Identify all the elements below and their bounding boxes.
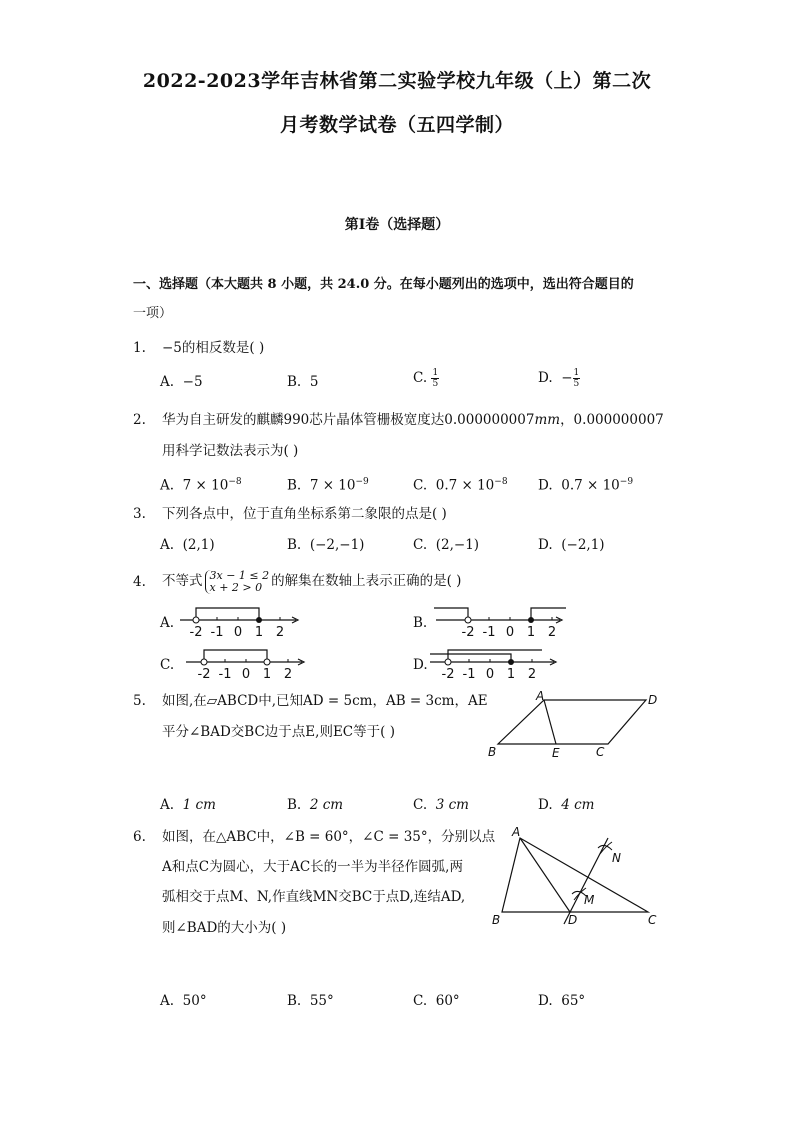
svg-text:-2: -2 <box>189 625 203 640</box>
triangle-abc <box>502 838 648 912</box>
svg-text:-2: -2 <box>197 667 211 682</box>
question-5-stem-line2: 平分∠BAD交BC边于点E,则EC等于( ) <box>162 724 395 740</box>
question-6-stem-line4: 则∠BAD的大小为( ) <box>162 920 287 936</box>
instruction-line2: 一项） <box>133 306 173 321</box>
q1-option-b[interactable]: B. 5 <box>287 374 319 390</box>
exam-title-line2: 月考数学试卷（五四学制） <box>279 114 514 136</box>
q2-option-d[interactable]: D. $0.7 \times 10^{-9}$ <box>538 477 634 494</box>
svg-text:2: 2 <box>527 667 537 682</box>
number-line-c[interactable] <box>182 642 312 682</box>
question-4-number: 4. <box>133 574 146 590</box>
svg-text:2: 2 <box>275 625 285 640</box>
label-b: B <box>492 913 501 927</box>
q2-option-b[interactable]: B. $7 \times 10^{-9}$ <box>287 477 369 494</box>
question-4-stem: 不等式 3x − 1 ≤ 2 x + 2 > 0 的解集在数轴上表示正确的是( ) <box>162 568 462 594</box>
q1-option-c[interactable]: C. $\frac{1}{5}$ <box>413 368 439 389</box>
number-line-a[interactable] <box>176 600 306 640</box>
q5-option-c[interactable]: C. 3 cm <box>413 797 469 813</box>
q1-option-a[interactable]: A. −5 <box>160 374 203 390</box>
number-line-b[interactable] <box>432 600 572 640</box>
question-6-stem-line1: 如图，在△ABC中，∠B = 60°，∠C = 35°，分别以点 <box>162 829 496 845</box>
svg-text:0: 0 <box>233 625 243 640</box>
svg-text:-1: -1 <box>482 625 496 640</box>
q3-option-c[interactable]: C. (2,−1) <box>413 537 480 553</box>
q3-option-a[interactable]: A. (2,1) <box>160 537 215 553</box>
svg-text:1: 1 <box>254 625 264 640</box>
label-a: A <box>536 689 545 703</box>
label-n: N <box>612 851 621 865</box>
q6-option-c[interactable]: C. 60° <box>413 993 460 1009</box>
question-5-number: 5. <box>133 693 146 709</box>
q6-option-b[interactable]: B. 55° <box>287 993 334 1009</box>
question-3-number: 3. <box>133 506 146 522</box>
label-b: B <box>488 745 497 759</box>
q3-option-d[interactable]: D. (−2,1) <box>538 537 605 553</box>
line-mn <box>564 838 608 924</box>
question-2-stem-line2: 用科学记数法表示为( ) <box>162 443 299 459</box>
question-6-number: 6. <box>133 829 146 845</box>
question-1-number: 1. <box>133 340 146 356</box>
svg-text:1: 1 <box>262 667 272 682</box>
svg-text:2: 2 <box>547 625 557 640</box>
question-3-stem: 下列各点中，位于直角坐标系第二象限的点是( ) <box>162 506 447 522</box>
q6-option-d[interactable]: D. 65° <box>538 993 586 1009</box>
label-m: M <box>584 893 595 907</box>
q6-option-a[interactable]: A. 50° <box>160 993 207 1009</box>
section-title: 第I卷（选择题） <box>344 217 450 233</box>
svg-text:-2: -2 <box>441 667 455 682</box>
segment-ae <box>544 700 556 744</box>
exam-title-line1: 2022-2023学年吉林省第二实验学校九年级（上）第二次 <box>142 70 652 92</box>
q5-option-b[interactable]: B. 2 cm <box>287 797 344 813</box>
svg-text:1: 1 <box>506 667 516 682</box>
label-a: A <box>512 825 521 839</box>
question-2-stem-line1: 华为自主研发的麒麟990芯片晶体管栅极宽度达0.000000007mm，0.000000007 <box>162 412 664 428</box>
q5-option-d[interactable]: D. 4 cm <box>538 797 595 813</box>
label-d: D <box>568 913 578 927</box>
q4-option-d-label[interactable]: D. <box>413 657 428 673</box>
q4-option-c-label[interactable]: C. <box>160 657 175 673</box>
parallelogram-abcd <box>498 700 646 744</box>
instruction-line1: 一、选择题（本大题共 8 小题，共 24.0 分。在每小题列出的选项中，选出符合题目的 <box>133 277 634 292</box>
svg-text:2: 2 <box>283 667 293 682</box>
parallelogram-figure <box>482 686 672 764</box>
q2-option-c[interactable]: C. $0.7 \times 10^{-8}$ <box>413 477 508 494</box>
triangle-figure <box>488 818 668 933</box>
question-2-number: 2. <box>133 412 146 428</box>
question-6-stem-line2: A和点C为圆心，大于AC长的一半为半径作圆弧,两 <box>162 859 463 875</box>
question-1-stem: −5的相反数是( ) <box>162 340 265 356</box>
question-6-stem-line3: 弧相交于点M、N,作直线MN交BC于点D,连结AD, <box>162 889 466 905</box>
label-d: D <box>648 693 658 707</box>
q3-option-b[interactable]: B. (−2,−1) <box>287 537 365 553</box>
q1-option-d[interactable]: D. − $\frac{1}{5}$ <box>538 368 580 389</box>
svg-text:0: 0 <box>485 667 495 682</box>
label-c: C <box>596 745 605 759</box>
svg-text:-1: -1 <box>218 667 232 682</box>
svg-text:0: 0 <box>241 667 251 682</box>
q5-option-a[interactable]: A. 1 cm <box>160 797 216 813</box>
inequality-system: 3x − 1 ≤ 2 x + 2 > 0 <box>205 570 270 594</box>
question-5-stem-line1: 如图,在▱ABCD中,已知AD = 5cm，AB = 3cm，AE <box>162 693 488 709</box>
q4-option-b-label[interactable]: B. <box>413 615 428 631</box>
q2-option-a[interactable]: A. $7 \times 10^{-8}$ <box>160 477 242 494</box>
label-c: C <box>648 913 657 927</box>
svg-text:-2: -2 <box>461 625 475 640</box>
segment-ad <box>520 838 570 912</box>
svg-text:0: 0 <box>505 625 515 640</box>
svg-text:-1: -1 <box>210 625 224 640</box>
label-e: E <box>552 746 560 760</box>
number-line-d[interactable] <box>426 642 566 682</box>
svg-text:-1: -1 <box>462 667 476 682</box>
q4-option-a-label[interactable]: A. <box>160 615 175 631</box>
svg-text:1: 1 <box>526 625 536 640</box>
